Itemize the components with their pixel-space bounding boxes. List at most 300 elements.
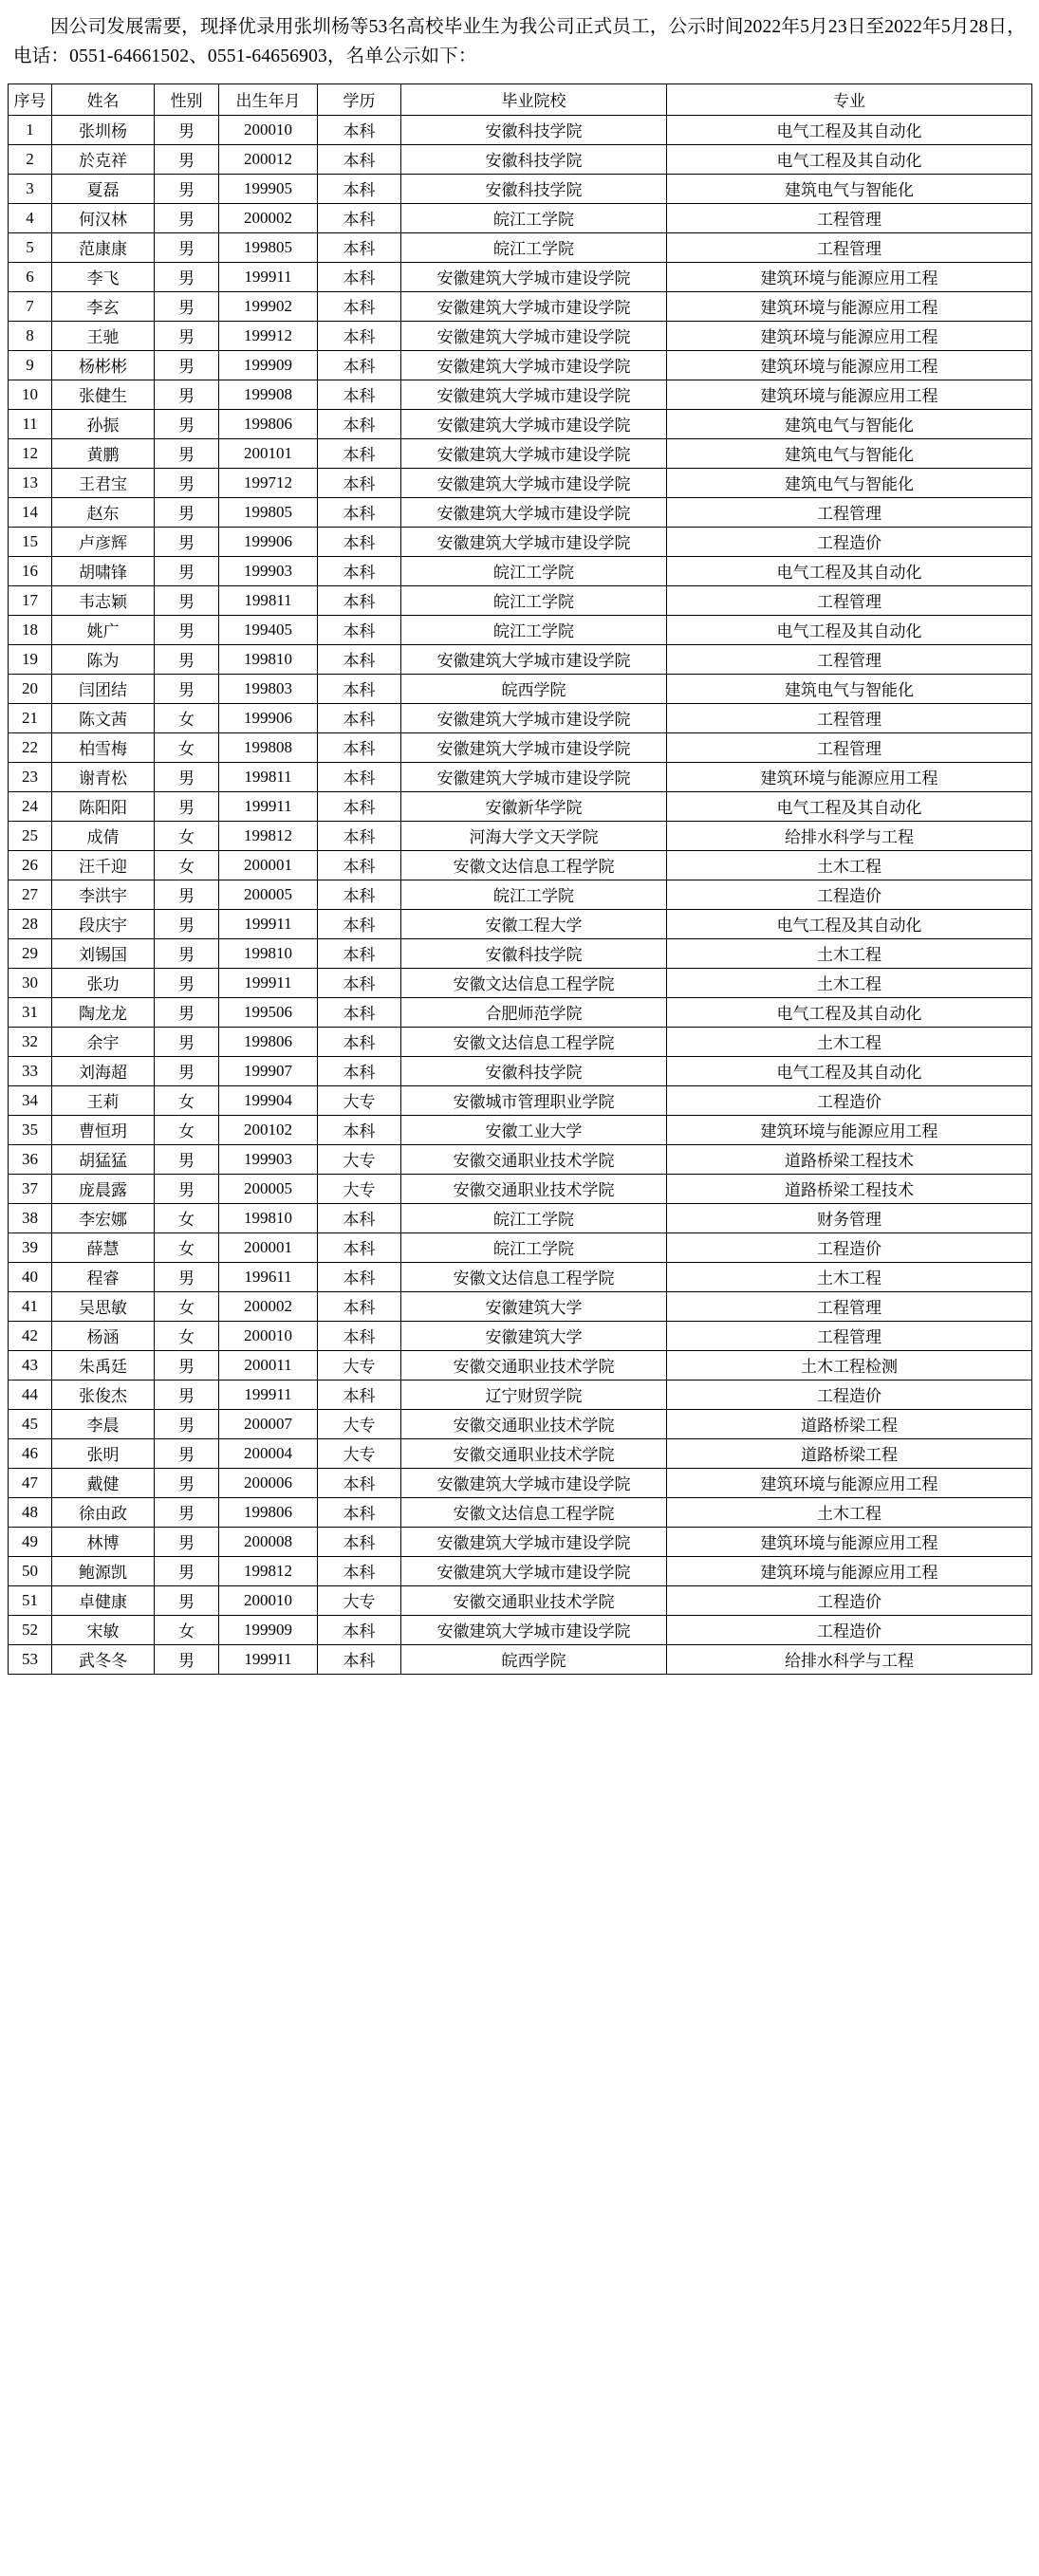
cell-name: 李洪宇 (52, 880, 155, 909)
cell-education: 大专 (318, 1144, 401, 1174)
table-row (9, 115, 1032, 144)
cell-education: 本科 (318, 1115, 401, 1144)
table-row (9, 380, 1032, 409)
cell-school: 安徽建筑大学城市建设学院 (401, 1527, 667, 1556)
cell-school: 安徽建筑大学城市建设学院 (401, 644, 667, 674)
cell-school: 皖江工学院 (401, 1232, 667, 1262)
cell-name: 刘海超 (52, 1056, 155, 1085)
cell-index: 15 (9, 527, 52, 556)
cell-gender: 男 (155, 1027, 219, 1056)
table-row (9, 1350, 1032, 1380)
cell-school: 安徽交通职业技术学院 (401, 1585, 667, 1615)
cell-school: 安徽建筑大学 (401, 1291, 667, 1321)
cell-index: 37 (9, 1174, 52, 1203)
cell-school: 合肥师范学院 (401, 997, 667, 1027)
cell-education: 本科 (318, 291, 401, 321)
cell-major: 建筑环境与能源应用工程 (667, 1468, 1032, 1497)
cell-name: 陈文茜 (52, 703, 155, 732)
cell-birth: 199911 (219, 1380, 318, 1409)
cell-index: 40 (9, 1262, 52, 1291)
cell-major: 建筑电气与智能化 (667, 674, 1032, 703)
cell-major: 工程造价 (667, 1615, 1032, 1644)
cell-birth: 199611 (219, 1262, 318, 1291)
cell-school: 皖江工学院 (401, 880, 667, 909)
table-row (9, 909, 1032, 938)
cell-birth: 199805 (219, 232, 318, 262)
cell-gender: 男 (155, 615, 219, 644)
cell-education: 本科 (318, 850, 401, 880)
cell-name: 余宇 (52, 1027, 155, 1056)
cell-birth: 199905 (219, 174, 318, 203)
cell-name: 谢青松 (52, 762, 155, 791)
cell-birth: 200012 (219, 144, 318, 174)
cell-gender: 男 (155, 938, 219, 968)
cell-birth: 200004 (219, 1438, 318, 1468)
cell-index: 21 (9, 703, 52, 732)
cell-name: 陶龙龙 (52, 997, 155, 1027)
table-row (9, 527, 1032, 556)
table-row (9, 732, 1032, 762)
cell-major: 工程管理 (667, 1291, 1032, 1321)
cell-index: 5 (9, 232, 52, 262)
cell-name: 曹恒玥 (52, 1115, 155, 1144)
cell-education: 大专 (318, 1409, 401, 1438)
cell-index: 6 (9, 262, 52, 291)
cell-major: 电气工程及其自动化 (667, 615, 1032, 644)
cell-education: 本科 (318, 791, 401, 821)
table-row (9, 968, 1032, 997)
cell-index: 20 (9, 674, 52, 703)
table-row (9, 1115, 1032, 1144)
employee-roster-table (8, 83, 1032, 1675)
cell-index: 27 (9, 880, 52, 909)
cell-name: 李晨 (52, 1409, 155, 1438)
cell-school: 安徽建筑大学 (401, 1321, 667, 1350)
table-header (9, 83, 1032, 115)
cell-gender: 男 (155, 1056, 219, 1085)
cell-school: 安徽建筑大学城市建设学院 (401, 1556, 667, 1585)
cell-education: 本科 (318, 380, 401, 409)
cell-school: 皖江工学院 (401, 585, 667, 615)
cell-school: 安徽交通职业技术学院 (401, 1144, 667, 1174)
cell-education: 本科 (318, 762, 401, 791)
cell-major: 电气工程及其自动化 (667, 997, 1032, 1027)
cell-birth: 199903 (219, 1144, 318, 1174)
cell-education: 本科 (318, 203, 401, 232)
cell-gender: 女 (155, 1203, 219, 1232)
cell-birth: 199810 (219, 644, 318, 674)
cell-gender: 女 (155, 703, 219, 732)
cell-education: 本科 (318, 144, 401, 174)
cell-name: 薛慧 (52, 1232, 155, 1262)
table-row (9, 703, 1032, 732)
cell-major: 电气工程及其自动化 (667, 144, 1032, 174)
cell-name: 吴思敏 (52, 1291, 155, 1321)
table-row (9, 1556, 1032, 1585)
cell-index: 23 (9, 762, 52, 791)
cell-index: 8 (9, 321, 52, 350)
cell-birth: 200010 (219, 1321, 318, 1350)
cell-school: 安徽科技学院 (401, 115, 667, 144)
cell-school: 安徽建筑大学城市建设学院 (401, 321, 667, 350)
cell-gender: 女 (155, 1321, 219, 1350)
cell-name: 刘锡国 (52, 938, 155, 968)
cell-index: 52 (9, 1615, 52, 1644)
cell-school: 安徽文达信息工程学院 (401, 850, 667, 880)
cell-school: 安徽建筑大学城市建设学院 (401, 262, 667, 291)
cell-gender: 男 (155, 115, 219, 144)
cell-major: 建筑电气与智能化 (667, 438, 1032, 468)
cell-school: 安徽工业大学 (401, 1115, 667, 1144)
table-row (9, 674, 1032, 703)
cell-school: 安徽建筑大学城市建设学院 (401, 703, 667, 732)
cell-name: 戴健 (52, 1468, 155, 1497)
cell-education: 本科 (318, 468, 401, 497)
cell-gender: 男 (155, 1144, 219, 1174)
cell-school: 安徽建筑大学城市建设学院 (401, 468, 667, 497)
cell-name: 李玄 (52, 291, 155, 321)
cell-index: 19 (9, 644, 52, 674)
cell-birth: 199911 (219, 1644, 318, 1674)
cell-education: 本科 (318, 115, 401, 144)
cell-education: 本科 (318, 1380, 401, 1409)
cell-name: 何汉林 (52, 203, 155, 232)
cell-name: 张俊杰 (52, 1380, 155, 1409)
table-row (9, 232, 1032, 262)
cell-name: 程睿 (52, 1262, 155, 1291)
cell-gender: 女 (155, 821, 219, 850)
cell-birth: 199906 (219, 703, 318, 732)
cell-education: 本科 (318, 997, 401, 1027)
cell-gender: 男 (155, 174, 219, 203)
table-row (9, 556, 1032, 585)
table-row (9, 938, 1032, 968)
cell-index: 16 (9, 556, 52, 585)
cell-name: 成倩 (52, 821, 155, 850)
cell-major: 工程管理 (667, 497, 1032, 527)
cell-school: 安徽交通职业技术学院 (401, 1409, 667, 1438)
table-row (9, 203, 1032, 232)
cell-education: 本科 (318, 1203, 401, 1232)
cell-birth: 200005 (219, 1174, 318, 1203)
cell-index: 44 (9, 1380, 52, 1409)
cell-major: 电气工程及其自动化 (667, 556, 1032, 585)
table-row (9, 409, 1032, 438)
cell-education: 大专 (318, 1174, 401, 1203)
cell-major: 财务管理 (667, 1203, 1032, 1232)
table-row (9, 1174, 1032, 1203)
cell-gender: 女 (155, 732, 219, 762)
cell-major: 电气工程及其自动化 (667, 791, 1032, 821)
cell-name: 武冬冬 (52, 1644, 155, 1674)
table-row (9, 997, 1032, 1027)
cell-education: 本科 (318, 1291, 401, 1321)
cell-education: 本科 (318, 1262, 401, 1291)
cell-gender: 女 (155, 1232, 219, 1262)
cell-birth: 200101 (219, 438, 318, 468)
cell-major: 建筑环境与能源应用工程 (667, 291, 1032, 321)
cell-name: 陈阳阳 (52, 791, 155, 821)
cell-gender: 男 (155, 556, 219, 585)
cell-birth: 199806 (219, 409, 318, 438)
cell-index: 49 (9, 1527, 52, 1556)
cell-school: 皖江工学院 (401, 1203, 667, 1232)
cell-index: 53 (9, 1644, 52, 1674)
table-row (9, 1644, 1032, 1674)
cell-index: 29 (9, 938, 52, 968)
table-row (9, 1527, 1032, 1556)
cell-index: 11 (9, 409, 52, 438)
cell-education: 本科 (318, 232, 401, 262)
cell-school: 安徽建筑大学城市建设学院 (401, 732, 667, 762)
cell-gender: 男 (155, 409, 219, 438)
table-row (9, 1291, 1032, 1321)
cell-birth: 199806 (219, 1027, 318, 1056)
cell-major: 工程管理 (667, 644, 1032, 674)
cell-school: 安徽建筑大学城市建设学院 (401, 291, 667, 321)
cell-education: 本科 (318, 1644, 401, 1674)
cell-name: 鲍源凯 (52, 1556, 155, 1585)
cell-education: 大专 (318, 1350, 401, 1380)
cell-gender: 男 (155, 497, 219, 527)
cell-birth: 199405 (219, 615, 318, 644)
cell-gender: 男 (155, 968, 219, 997)
cell-gender: 女 (155, 1115, 219, 1144)
cell-gender: 男 (155, 1556, 219, 1585)
table-row (9, 1585, 1032, 1615)
cell-gender: 男 (155, 1380, 219, 1409)
cell-index: 4 (9, 203, 52, 232)
cell-birth: 199907 (219, 1056, 318, 1085)
cell-birth: 200010 (219, 115, 318, 144)
cell-education: 本科 (318, 1615, 401, 1644)
cell-gender: 女 (155, 1615, 219, 1644)
cell-education: 本科 (318, 585, 401, 615)
table-row (9, 1027, 1032, 1056)
cell-name: 汪千迎 (52, 850, 155, 880)
cell-school: 辽宁财贸学院 (401, 1380, 667, 1409)
cell-index: 28 (9, 909, 52, 938)
cell-name: 陈为 (52, 644, 155, 674)
cell-school: 安徽建筑大学城市建设学院 (401, 497, 667, 527)
cell-birth: 199811 (219, 585, 318, 615)
cell-index: 25 (9, 821, 52, 850)
cell-major: 道路桥梁工程 (667, 1438, 1032, 1468)
cell-name: 王莉 (52, 1085, 155, 1115)
cell-school: 安徽建筑大学城市建设学院 (401, 762, 667, 791)
cell-major: 工程造价 (667, 880, 1032, 909)
cell-birth: 200007 (219, 1409, 318, 1438)
cell-name: 卓健康 (52, 1585, 155, 1615)
cell-name: 王君宝 (52, 468, 155, 497)
cell-education: 本科 (318, 1321, 401, 1350)
cell-major: 工程管理 (667, 232, 1032, 262)
cell-education: 本科 (318, 527, 401, 556)
cell-birth: 199912 (219, 321, 318, 350)
cell-major: 电气工程及其自动化 (667, 115, 1032, 144)
cell-birth: 199902 (219, 291, 318, 321)
cell-index: 13 (9, 468, 52, 497)
cell-school: 皖江工学院 (401, 232, 667, 262)
table-row (9, 291, 1032, 321)
cell-school: 安徽建筑大学城市建设学院 (401, 1468, 667, 1497)
cell-education: 本科 (318, 174, 401, 203)
cell-gender: 男 (155, 1527, 219, 1556)
cell-name: 柏雪梅 (52, 732, 155, 762)
cell-birth: 199712 (219, 468, 318, 497)
cell-name: 韦志颖 (52, 585, 155, 615)
cell-education: 本科 (318, 262, 401, 291)
cell-gender: 男 (155, 380, 219, 409)
cell-birth: 199803 (219, 674, 318, 703)
cell-index: 47 (9, 1468, 52, 1497)
cell-major: 建筑环境与能源应用工程 (667, 1556, 1032, 1585)
cell-education: 大专 (318, 1585, 401, 1615)
cell-birth: 199904 (219, 1085, 318, 1115)
table-row (9, 1056, 1032, 1085)
cell-name: 孙振 (52, 409, 155, 438)
table-row (9, 1438, 1032, 1468)
cell-name: 於克祥 (52, 144, 155, 174)
cell-school: 皖西学院 (401, 1644, 667, 1674)
cell-major: 工程造价 (667, 527, 1032, 556)
cell-major: 建筑环境与能源应用工程 (667, 762, 1032, 791)
cell-gender: 男 (155, 1438, 219, 1468)
cell-major: 土木工程 (667, 968, 1032, 997)
cell-birth: 199903 (219, 556, 318, 585)
cell-birth: 199808 (219, 732, 318, 762)
table-row (9, 174, 1032, 203)
cell-major: 建筑电气与智能化 (667, 468, 1032, 497)
cell-birth: 199810 (219, 938, 318, 968)
cell-gender: 男 (155, 468, 219, 497)
column-header-gender: 性别 (155, 83, 219, 115)
cell-major: 工程造价 (667, 1232, 1032, 1262)
cell-school: 安徽文达信息工程学院 (401, 1497, 667, 1527)
cell-education: 本科 (318, 703, 401, 732)
cell-major: 土木工程 (667, 850, 1032, 880)
cell-index: 9 (9, 350, 52, 380)
cell-name: 张明 (52, 1438, 155, 1468)
cell-name: 段庆宇 (52, 909, 155, 938)
cell-school: 皖江工学院 (401, 556, 667, 585)
cell-education: 本科 (318, 556, 401, 585)
cell-education: 本科 (318, 1232, 401, 1262)
cell-gender: 男 (155, 1585, 219, 1615)
cell-index: 1 (9, 115, 52, 144)
table-row (9, 585, 1032, 615)
cell-major: 道路桥梁工程 (667, 1409, 1032, 1438)
cell-major: 电气工程及其自动化 (667, 909, 1032, 938)
cell-major: 建筑电气与智能化 (667, 174, 1032, 203)
cell-index: 26 (9, 850, 52, 880)
cell-education: 本科 (318, 1027, 401, 1056)
cell-school: 河海大学文天学院 (401, 821, 667, 850)
cell-major: 土木工程 (667, 1497, 1032, 1527)
cell-index: 31 (9, 997, 52, 1027)
cell-birth: 200001 (219, 1232, 318, 1262)
cell-major: 工程管理 (667, 732, 1032, 762)
cell-index: 22 (9, 732, 52, 762)
cell-name: 胡啸锋 (52, 556, 155, 585)
cell-index: 30 (9, 968, 52, 997)
table-row (9, 821, 1032, 850)
cell-school: 安徽文达信息工程学院 (401, 1027, 667, 1056)
cell-birth: 199911 (219, 968, 318, 997)
cell-birth: 199909 (219, 1615, 318, 1644)
cell-birth: 200002 (219, 1291, 318, 1321)
cell-name: 林博 (52, 1527, 155, 1556)
cell-major: 建筑环境与能源应用工程 (667, 262, 1032, 291)
cell-index: 43 (9, 1350, 52, 1380)
cell-name: 张圳杨 (52, 115, 155, 144)
cell-gender: 男 (155, 1350, 219, 1380)
cell-gender: 女 (155, 1291, 219, 1321)
cell-birth: 199812 (219, 821, 318, 850)
column-header-name: 姓名 (52, 83, 155, 115)
cell-school: 安徽建筑大学城市建设学院 (401, 438, 667, 468)
table-row (9, 1232, 1032, 1262)
cell-birth: 199906 (219, 527, 318, 556)
table-row (9, 1380, 1032, 1409)
cell-gender: 男 (155, 144, 219, 174)
cell-major: 建筑环境与能源应用工程 (667, 380, 1032, 409)
cell-school: 皖江工学院 (401, 615, 667, 644)
table-row (9, 850, 1032, 880)
cell-gender: 男 (155, 1468, 219, 1497)
table-row (9, 1144, 1032, 1174)
cell-major: 建筑环境与能源应用工程 (667, 1527, 1032, 1556)
cell-name: 李飞 (52, 262, 155, 291)
cell-gender: 男 (155, 1644, 219, 1674)
cell-name: 夏磊 (52, 174, 155, 203)
cell-school: 安徽建筑大学城市建设学院 (401, 409, 667, 438)
cell-major: 土木工程 (667, 938, 1032, 968)
column-header-school: 毕业院校 (401, 83, 667, 115)
table-row (9, 1409, 1032, 1438)
cell-birth: 200006 (219, 1468, 318, 1497)
cell-education: 本科 (318, 409, 401, 438)
cell-birth: 199811 (219, 762, 318, 791)
cell-birth: 199812 (219, 1556, 318, 1585)
cell-index: 18 (9, 615, 52, 644)
cell-gender: 男 (155, 644, 219, 674)
cell-birth: 199806 (219, 1497, 318, 1527)
cell-school: 安徽科技学院 (401, 938, 667, 968)
cell-gender: 女 (155, 1085, 219, 1115)
cell-major: 给排水科学与工程 (667, 1644, 1032, 1674)
cell-index: 36 (9, 1144, 52, 1174)
column-header-education: 学历 (318, 83, 401, 115)
cell-gender: 男 (155, 1262, 219, 1291)
cell-birth: 199810 (219, 1203, 318, 1232)
cell-major: 土木工程 (667, 1027, 1032, 1056)
cell-major: 工程管理 (667, 203, 1032, 232)
cell-gender: 男 (155, 674, 219, 703)
table-row (9, 644, 1032, 674)
table-row (9, 144, 1032, 174)
cell-education: 本科 (318, 968, 401, 997)
cell-index: 46 (9, 1438, 52, 1468)
cell-index: 12 (9, 438, 52, 468)
cell-birth: 200011 (219, 1350, 318, 1380)
cell-school: 安徽交通职业技术学院 (401, 1350, 667, 1380)
cell-major: 工程管理 (667, 703, 1032, 732)
cell-index: 34 (9, 1085, 52, 1115)
cell-birth: 200102 (219, 1115, 318, 1144)
cell-major: 建筑电气与智能化 (667, 409, 1032, 438)
table-row (9, 497, 1032, 527)
